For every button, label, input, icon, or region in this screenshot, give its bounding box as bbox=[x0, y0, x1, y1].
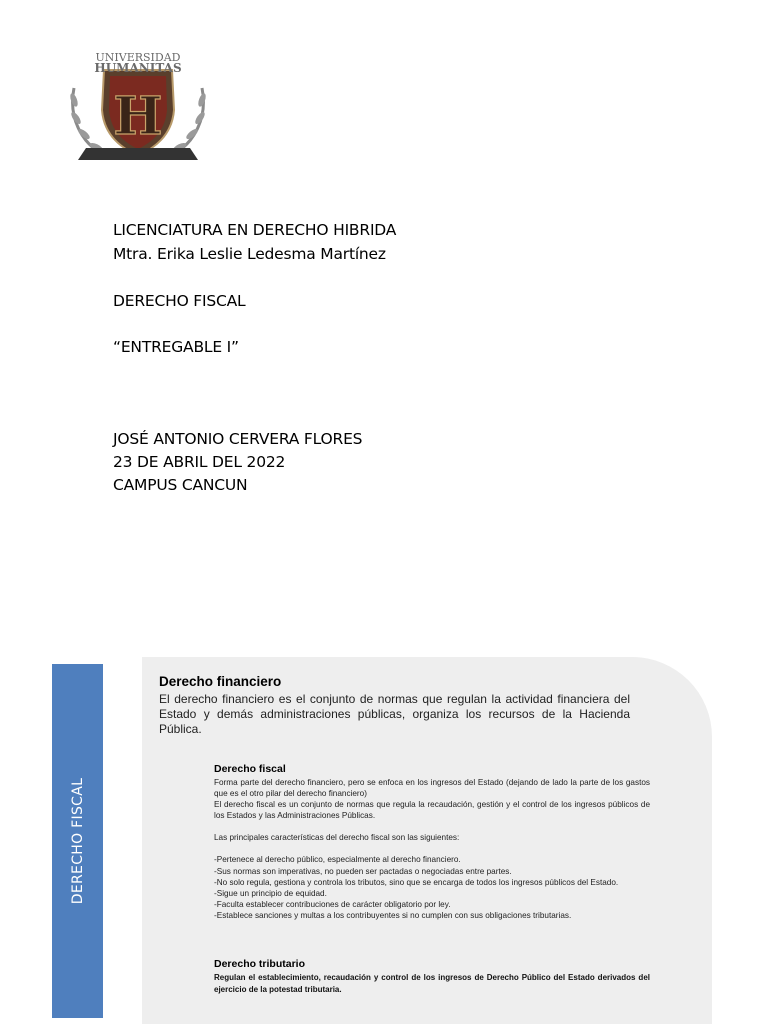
svg-text:UNIVERSIDAD: UNIVERSIDAD bbox=[95, 51, 181, 64]
svg-text:H: H bbox=[113, 86, 163, 147]
list-item: -Establece sanciones y multas a los contribuyentes si no cumplen con sus obligaciones tributarias. bbox=[214, 910, 572, 920]
paragraph: Forma parte del derecho financiero, pero se enfoca en los ingresos del Estado (dejando de lado la parte de los gastos que es el otro pilar del derecho financiero) bbox=[214, 778, 650, 799]
deliverable-title: “ENTREGABLE I” bbox=[113, 338, 239, 356]
campus-name: CAMPUS CANCUN bbox=[113, 476, 248, 494]
section-text-fiscal bbox=[214, 777, 650, 921]
sidebar-label: DERECHO FISCAL bbox=[69, 777, 86, 905]
teacher-name: Mtra. Erika Leslie Ledesma Martínez bbox=[113, 245, 386, 263]
section-title-financiero: Derecho financiero bbox=[159, 674, 282, 689]
svg-text:HUMANITAS: HUMANITAS bbox=[94, 61, 182, 75]
list-item: -No solo regula, gestiona y controla los tributos, sino que se encarga de todos los ingresos públicos del Estado. bbox=[214, 877, 619, 887]
list-item: -Pertenece al derecho público, especialmente al derecho financiero. bbox=[214, 855, 461, 865]
list-item: -Sus normas son imperativas, no pueden ser pactadas o negociadas entre partes. bbox=[214, 866, 512, 876]
section-title-fiscal: Derecho fiscal bbox=[214, 763, 286, 775]
paragraph: El derecho fiscal es un conjunto de normas que regula la recaudación, gestión y el control de los ingresos públicos de los Estados y las Administraciones Públicas. bbox=[214, 800, 650, 821]
subject-name: DERECHO FISCAL bbox=[113, 292, 246, 310]
paragraph: Las principales características del derecho fiscal son las siguientes: bbox=[214, 833, 460, 843]
university-logo bbox=[64, 48, 212, 168]
topic-sidebar bbox=[52, 664, 103, 1018]
student-name: JOSÉ ANTONIO CERVERA FLORES bbox=[113, 430, 363, 448]
list-item: -Sigue un principio de equidad. bbox=[214, 888, 327, 898]
submission-date: 23 DE ABRIL DEL 2022 bbox=[113, 453, 286, 471]
program-title: LICENCIATURA EN DERECHO HIBRIDA bbox=[113, 221, 397, 239]
section-title-tributario: Derecho tributario bbox=[214, 958, 306, 970]
list-item: -Faculta establecer contribuciones de carácter obligatorio por ley. bbox=[214, 899, 451, 909]
section-text-tributario: Regulan el establecimiento, recaudación y control de los ingresos de Derecho Público del Estado derivados del ejercicio de la potestad tributaria. bbox=[214, 973, 650, 994]
section-text-financiero: El derecho financiero es el conjunto de normas que regulan la actividad financiera del Estado y demás administraciones públicas, organiza los recursos de la Hacienda Pública. bbox=[159, 692, 630, 736]
